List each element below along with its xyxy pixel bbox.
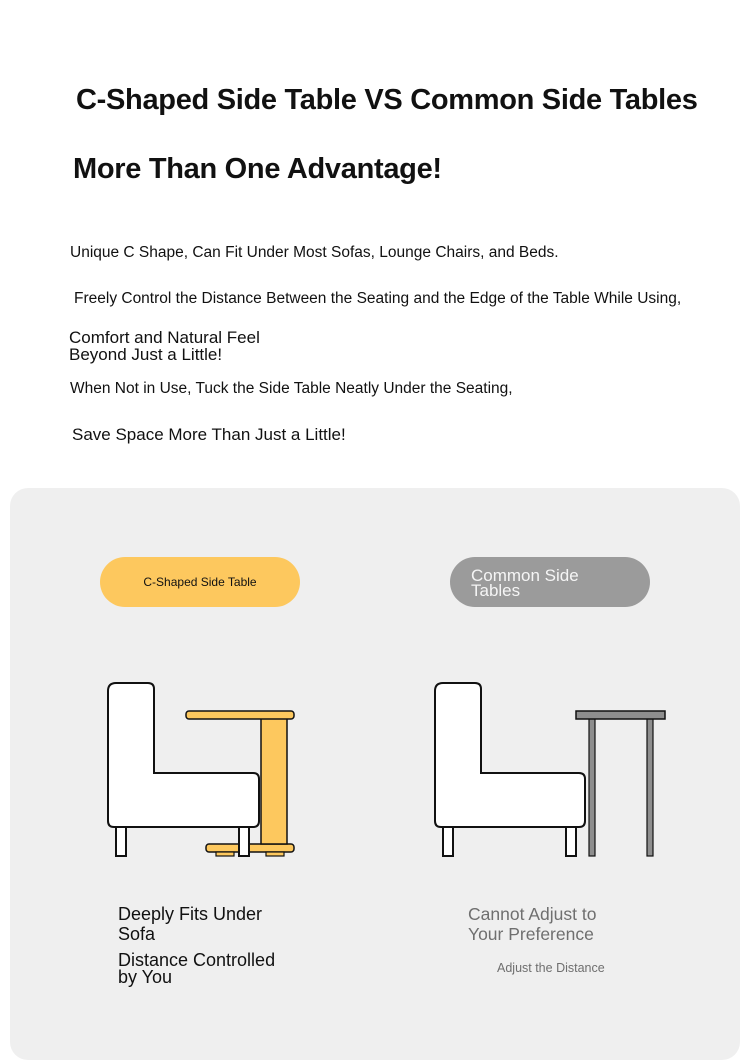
armchair-body: [435, 683, 585, 827]
page-title: C-Shaped Side Table VS Common Side Tables: [76, 84, 698, 116]
armchair-with-c-table-icon: [108, 683, 294, 856]
common-table-caption-adjust: Cannot Adjust to Your Preference: [468, 904, 597, 944]
chair-leg-right: [566, 826, 576, 856]
feature-line-5: Save Space More Than Just a Little!: [72, 425, 346, 444]
c-table-foot-right: [266, 852, 284, 856]
c-table-caption-distance: Distance Controlled by You: [118, 950, 276, 987]
common-table-caption-distance: Adjust the Distance: [497, 961, 605, 975]
page-subtitle: More Than One Advantage!: [73, 153, 442, 185]
feature-line-2: Freely Control the Distance Between the Seating and the Edge of the Table While Using,: [74, 290, 682, 307]
armchair-with-common-table-icon: [435, 683, 665, 856]
common-table-leg-left: [589, 718, 595, 856]
armchair-body: [108, 683, 259, 827]
c-table-label-pill: C-Shaped Side Table: [100, 557, 300, 607]
c-table-foot-left: [216, 852, 234, 856]
common-table-top: [576, 711, 665, 719]
c-table-column: [261, 718, 287, 844]
chair-leg-left: [443, 826, 453, 856]
chair-leg-left: [116, 826, 126, 856]
feature-line-1: Unique C Shape, Can Fit Under Most Sofas, Lounge Chairs, and Beds.: [70, 244, 559, 261]
feature-line-4: When Not in Use, Tuck the Side Table Neatly Under the Seating,: [70, 380, 513, 397]
c-table-top: [186, 711, 294, 719]
feature-line-3: Comfort and Natural Feel Beyond Just a Little!: [69, 328, 260, 364]
common-table-label-pill: Common Side Tables: [450, 557, 650, 607]
chair-leg-right: [239, 826, 249, 856]
c-table-caption-fit: Deeply Fits Under Sofa: [118, 904, 263, 944]
common-table-leg-right: [647, 718, 653, 856]
